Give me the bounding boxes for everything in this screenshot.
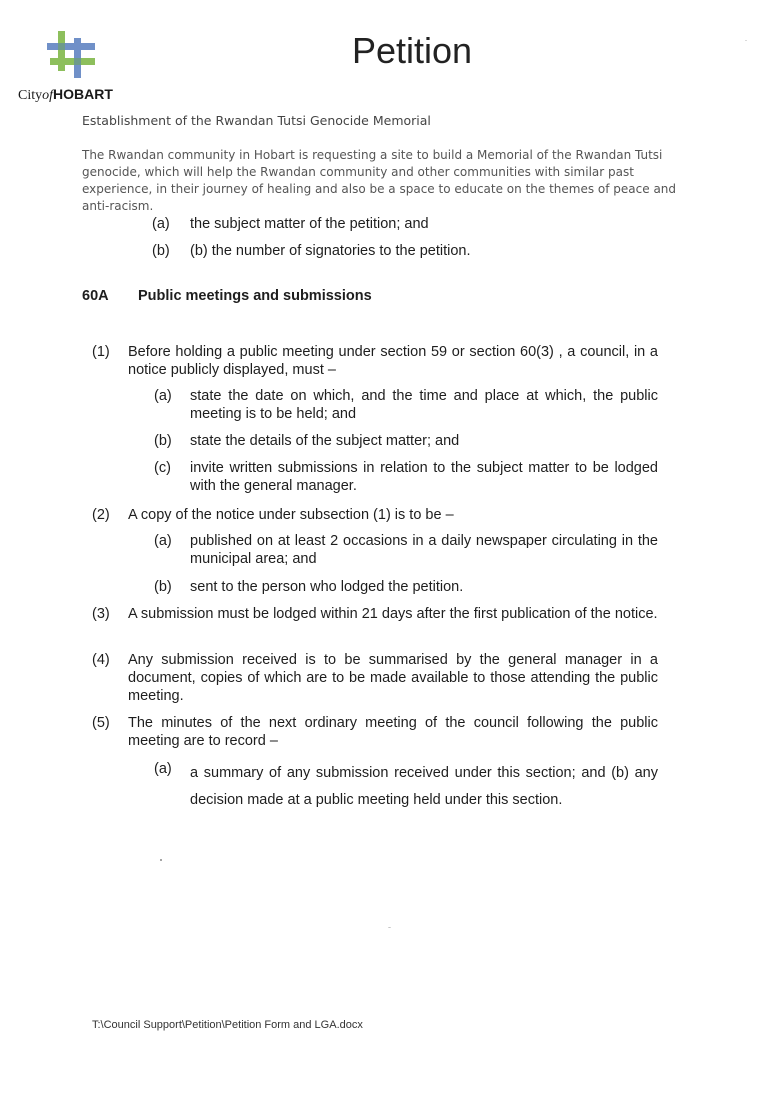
prior-item-b-text: (b) the number of signatories to the petition. (190, 243, 471, 259)
clause-2a-label: (a) (154, 533, 172, 549)
prior-item-b-label: (b) (152, 243, 170, 259)
scan-speck (388, 927, 391, 928)
clause-2a-text: published on at least 2 occasions in a daily newspaper circulating in the municipal area; and (190, 533, 658, 567)
clause-1a-label: (a) (154, 388, 172, 404)
logo-bar-blue-horizontal (47, 43, 95, 50)
city-of-hobart-wordmark (18, 86, 113, 104)
petition-description: The Rwandan community in Hobart is requesting a site to build a Memorial of the Rwandan Tutsi genocide, which will help the Rwandan community and other communities with similar past experience, in their journey of healing and also be a space to educate on the themes of peace and anti-racism. (82, 148, 677, 213)
clause-2b-text: sent to the person who lodged the petition. (190, 579, 464, 595)
clause-1-label: (1) (92, 344, 110, 360)
wordmark-of: of (42, 88, 54, 103)
prior-item-a-text: the subject matter of the petition; and (190, 216, 429, 232)
wordmark-city: City (18, 88, 43, 103)
clause-1b-text: state the details of the subject matter; and (190, 433, 460, 449)
clause-5-text: The minutes of the next ordinary meeting of the council following the public meeting are to record – (128, 715, 658, 749)
prior-item-a-label: (a) (152, 216, 170, 232)
logo-bar-green-horizontal (50, 58, 95, 65)
clause-2-text: A copy of the notice under subsection (1) is to be – (128, 507, 454, 523)
clause-4-text: Any submission received is to be summarised by the general manager in a document, copies of which are to be made available to those attending the public meeting. (128, 652, 658, 704)
logo-bar-green-vertical (58, 31, 65, 71)
clause-1b-label: (b) (154, 433, 172, 449)
section-heading: Public meetings and submissions (138, 288, 372, 304)
scan-speck (745, 40, 747, 41)
section-number: 60A (82, 288, 109, 304)
clause-5a-label: (a) (154, 761, 172, 777)
wordmark-hobart: HOBART (53, 86, 113, 102)
clause-5-label: (5) (92, 715, 110, 731)
clause-2-label: (2) (92, 507, 110, 523)
clause-3-text: A submission must be lodged within 21 days after the first publication of the notice. (128, 606, 658, 622)
scan-speck (160, 859, 162, 861)
clause-1-text: Before holding a public meeting under section 59 or section 60(3) , a council, in a notice publicly displayed, must – (128, 344, 658, 378)
petition-subject: Establishment of the Rwandan Tutsi Genocide Memorial (82, 113, 431, 128)
clause-1a-text: state the date on which, and the time and place at which, the public meeting is to be held; and (190, 388, 658, 422)
clause-4-label: (4) (92, 652, 110, 668)
city-of-hobart-logo-icon (44, 30, 98, 80)
clause-1c-label: (c) (154, 460, 171, 476)
document-file-path: T:\Council Support\Petition\Petition Form and LGA.docx (92, 1019, 363, 1031)
clause-5a-text: a summary of any submission received under this section; and (b) any decision made at a public meeting held under this section. (190, 765, 658, 808)
clause-1c-text: invite written submissions in relation to the subject matter to be lodged with the general manager. (190, 460, 658, 494)
clause-2b-label: (b) (154, 579, 172, 595)
clause-3-label: (3) (92, 606, 110, 622)
page-title: Petition (352, 30, 473, 71)
